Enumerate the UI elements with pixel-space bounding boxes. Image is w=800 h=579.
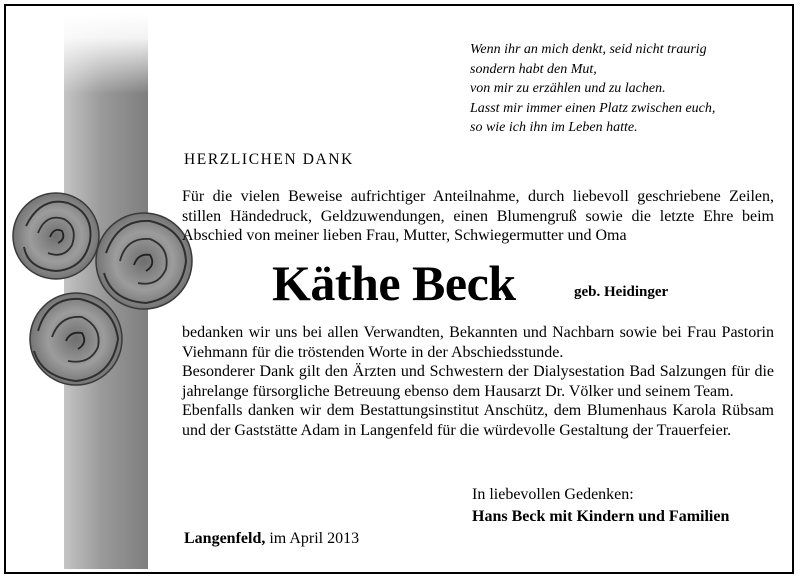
poem-line: so wie ich ihn im Leben hatte.	[470, 120, 638, 135]
obituary-card	[4, 4, 794, 574]
rose-top-left	[13, 193, 99, 279]
poem-line: sondern habt den Mut,	[470, 61, 597, 77]
body-paragraph: Ebenfalls danken wir dem Bestattungsinstitut Anschütz, dem Blumenhaus Karola Rübsam und der Gaststätte Adam in Langenfeld für die würdevolle Gestaltung der Trauerfeier.	[182, 402, 774, 439]
family-signature: Hans Beck mit Kindern und Familien	[472, 508, 730, 525]
maiden-name: geb. Heidinger	[574, 284, 669, 300]
rose-bottom	[30, 293, 122, 385]
poem	[470, 40, 790, 138]
in-memory-label: In liebevollen Gedenken:	[472, 486, 634, 503]
poem-line: Wenn ihr an mich denkt, seid nicht traurig	[470, 42, 707, 57]
rose-right	[96, 213, 192, 309]
band-fade	[64, 14, 148, 94]
place: Langenfeld,	[184, 530, 266, 547]
poem-line: von mir zu erzählen und zu lachen.	[470, 81, 666, 96]
date: im April 2013	[269, 530, 360, 547]
deceased-name: Käthe Beck	[272, 255, 516, 311]
thanks-heading: HERZLICHEN DANK	[184, 151, 354, 168]
body-text	[182, 323, 774, 441]
body-paragraph: Besonderer Dank gilt den Ärzten und Schwestern der Dialysestation Bad Salzungen für die jahrelange fürsorgliche Betreuung ebenso dem Hausarzt Dr. Völker und seinem Team.	[182, 363, 774, 400]
intro-paragraph: Für die vielen Beweise aufrichtiger Anteilnahme, durch liebevoll geschriebene Zeilen, stillen Händedruck, Geldzuwendungen, einen Blumengruß sowie die letzte Ehre beim Abschied von meiner lieben Frau, Mutter, Schwiegermutter und Oma	[182, 188, 774, 245]
poem-line: Lasst mir immer einen Platz zwischen euch,	[470, 100, 716, 116]
roses-image	[6, 181, 206, 391]
body-paragraph: bedanken wir uns bei allen Verwandten, Bekannten und Nachbarn sowie bei Frau Pastorin Viehmann für die tröstenden Worte in der Abschiedsstunde.	[182, 324, 774, 361]
deceased-name-row	[272, 253, 669, 313]
place-date	[184, 530, 359, 548]
